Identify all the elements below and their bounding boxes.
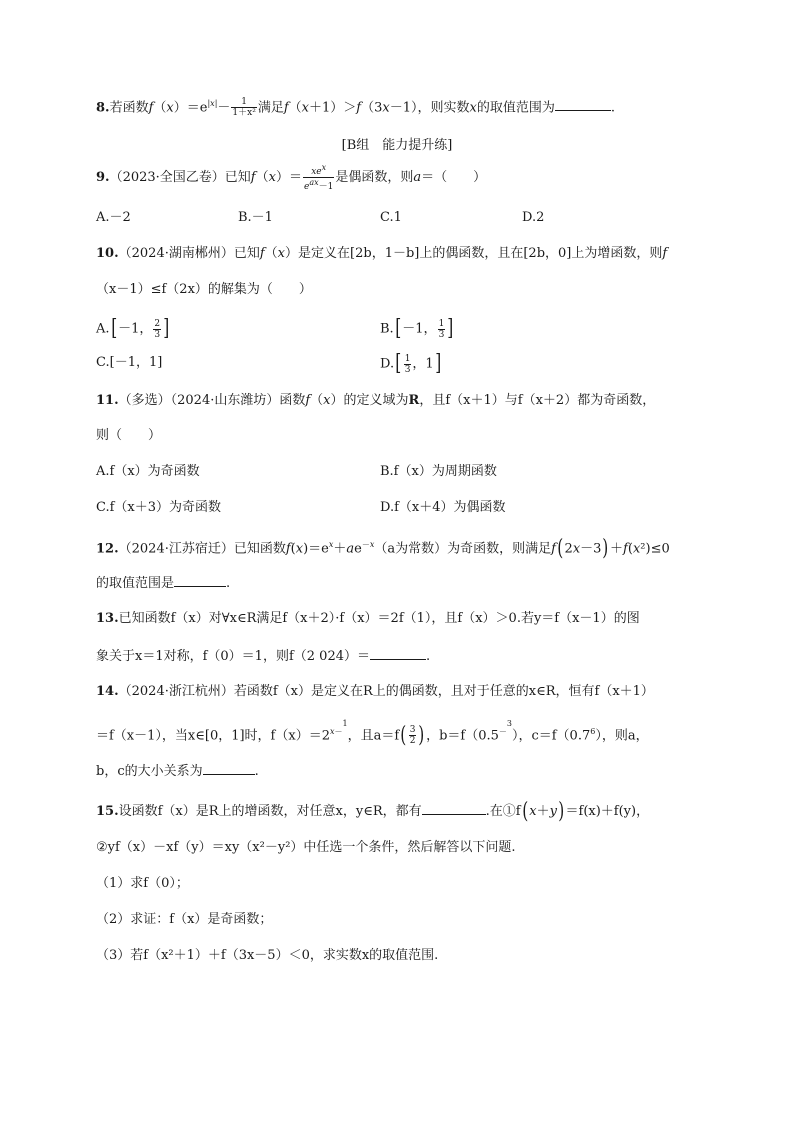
question-13-line-2: 象关于x＝1对称，f（0）＝1，则f（2 024）＝ . xyxy=(96,645,430,667)
answer-blank[interactable] xyxy=(174,572,226,587)
option-b[interactable]: B.f（x）为周期函数 xyxy=(380,464,497,479)
fraction: $\frac{xe^x}{e^{ax}-1}$ xyxy=(303,163,334,192)
question-14: 14.（2024·浙江杭州）若函数f（x）是定义在R上的偶函数，且对于任意的x∈R，恒有f（x＋1） xyxy=(96,684,654,699)
question-14-line-2: ＝f（x－1），当x∈[0，1]时，$f(x)=2^{x-1}$，且a＝f( $\frac{3}{2}$ )，$b=f(0.5^{-3})$，$c=f(0.7^6)$，则a， xyxy=(96,719,649,748)
option-b[interactable]: B.[－1， $\frac{1}{3}$ ] xyxy=(380,316,454,341)
question-10: 10.（2024·湖南郴州）已知f（x）是定义在[2b，1－b]上的偶函数，且在[2b，0]上为增函数，则f xyxy=(96,246,668,261)
question-8: 8.若函数$f(x)=e^{|x|}-$ $\frac{1}{\text{1＋x²}}$ 满足f（x＋1）＞f（3x－1），则实数x的取值范围为 . xyxy=(96,97,616,119)
option-a[interactable]: A.[－1， $\frac{2}{3}$ ] xyxy=(96,316,170,341)
option-a[interactable]: A.－2 xyxy=(96,210,131,225)
question-12: 12.（2024·江苏宿迁）已知函数$f(x)=e^x+ae^{-x}(a$为常数）为奇函数，则满足f(2x－3)＋f(x²)≤0 xyxy=(96,535,670,561)
question-13: 13.已知函数f（x）对∀x∈R满足f（x＋2）·f（x）＝2f（1），且f（x）＞0.若y＝f（x－1）的图 xyxy=(96,611,640,626)
question-15-line-2: ②yf（x）－xf（y）＝xy（x²－y²）中任选一个条件，然后解答以下问题. xyxy=(96,840,516,855)
option-a[interactable]: A.f（x）为奇函数 xyxy=(96,464,200,479)
fraction: $\frac{1}{\text{1＋x²}}$ xyxy=(232,97,256,119)
question-9: 9.（2023·全国乙卷）已知f（x）＝ $\frac{xe^x}{e^{ax}-1}$ 是偶函数，则a＝（ ） xyxy=(96,163,487,192)
option-c[interactable]: C.f（x＋3）为奇函数 xyxy=(96,500,222,515)
option-d[interactable]: D.[ $\frac{1}{3}$ ，1] xyxy=(380,351,442,376)
question-15-part-1: （1）求f（0）； xyxy=(96,876,189,891)
question-15-part-2: （2）求证：f（x）是奇函数； xyxy=(96,912,273,927)
section-heading: [B组 能力提升练] xyxy=(341,138,453,153)
question-11: 11.（多选）（2024·山东潍坊）函数f（x）的定义域为R，且f（x＋1）与f（x＋2）都为奇函数， xyxy=(96,393,656,408)
answer-blank[interactable] xyxy=(555,96,611,111)
option-b[interactable]: B.－1 xyxy=(238,210,273,225)
question-15-part-3: （3）若f（x²＋1）＋f（3x－5）＜0，求实数x的取值范围. xyxy=(96,948,439,963)
answer-blank[interactable] xyxy=(203,760,255,775)
option-c[interactable]: C.[－1，1] xyxy=(96,355,163,370)
question-12-line-2: 的取值范围是 . xyxy=(96,572,230,594)
question-14-line-3: b，c的大小关系为 . xyxy=(96,760,259,782)
question-11-line-2: 则（ ） xyxy=(96,428,162,443)
option-d[interactable]: D.f（x＋4）为偶函数 xyxy=(380,500,506,515)
option-d[interactable]: D.2 xyxy=(522,210,545,225)
answer-blank[interactable] xyxy=(370,645,426,660)
question-10-line-2: （x－1）≤f（2x）的解集为（ ） xyxy=(96,282,312,297)
option-c[interactable]: C.1 xyxy=(380,210,402,225)
answer-blank[interactable] xyxy=(422,800,486,815)
question-15: 15.设函数f（x）是R上的增函数，对任意x，y∈R，都有 .在①f(x＋y)＝f(x)＋f(y)， xyxy=(96,798,650,824)
